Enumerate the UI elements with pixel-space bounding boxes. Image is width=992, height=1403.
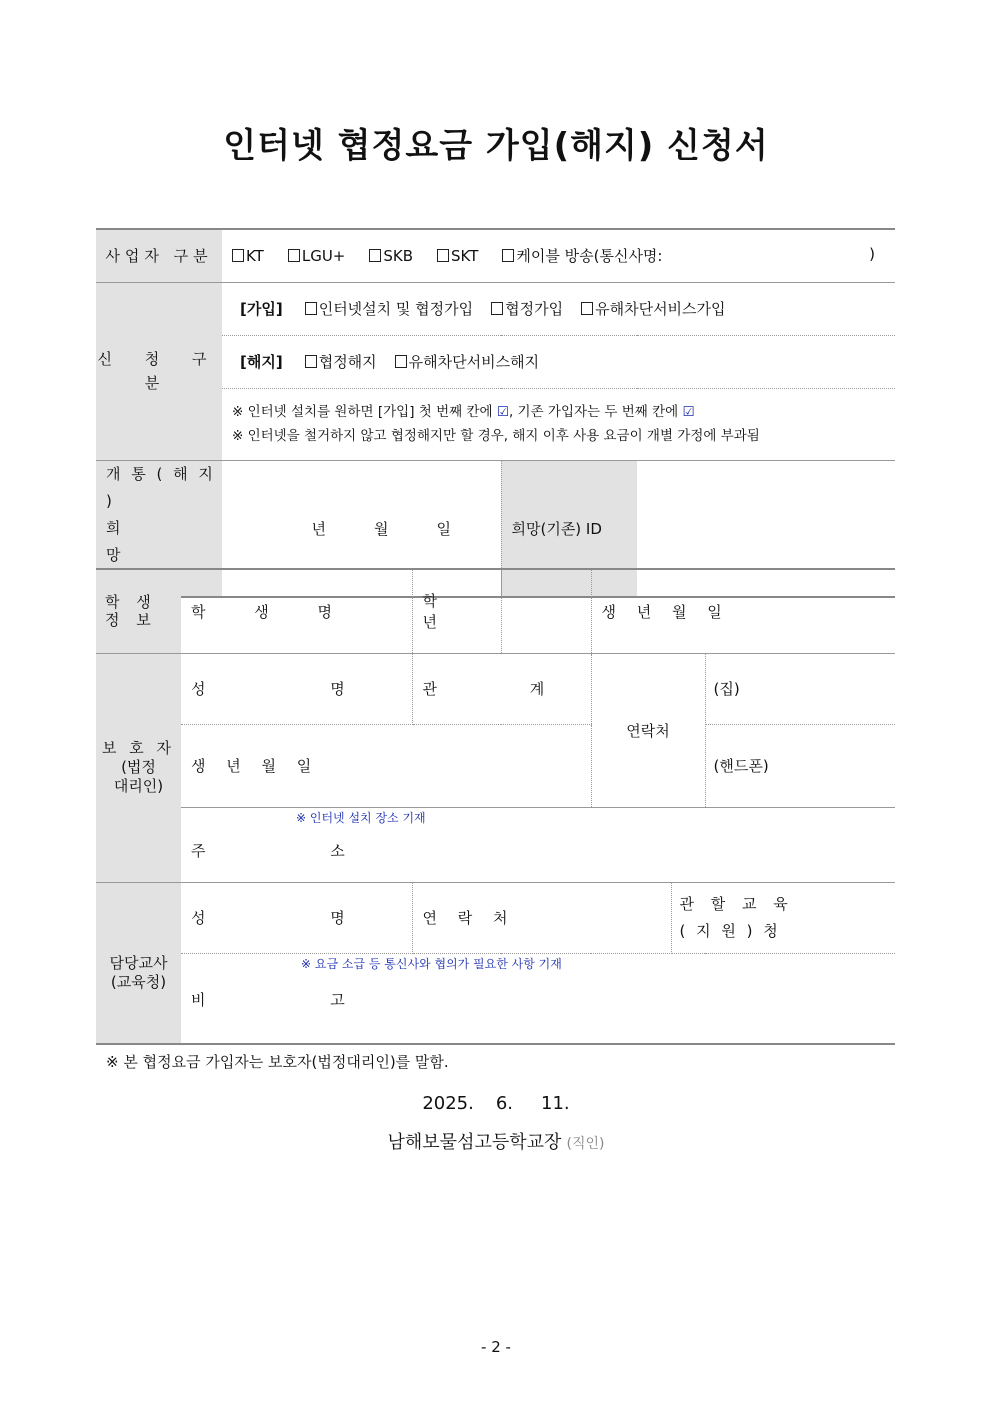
guardian-relation-cell[interactable]: 관 계	[412, 653, 591, 724]
remark-cell[interactable]: ※ 요금 소급 등 통신사와 협의가 필요한 사항 기재 비 고	[181, 953, 895, 1044]
teacher-office-cell[interactable]: 관 할 교 육 ( 지 원 ) 청	[671, 882, 895, 953]
checkbox-icon[interactable]	[437, 249, 449, 262]
join-tag: [가입]	[240, 300, 283, 318]
footer-note: ※ 본 협정요금 가입자는 보호자(법정대리인)를 말함.	[106, 1053, 449, 1071]
cancel-row	[222, 335, 895, 388]
carrier-option-cable[interactable]: 케이블 방송(통신사명:	[502, 247, 662, 265]
checkbox-icon[interactable]	[369, 249, 381, 262]
guardian-address-cell[interactable]: ※ 인터넷 설치 장소 기재 주 소	[181, 807, 895, 882]
checkbox-icon[interactable]	[305, 355, 317, 368]
student-section-label: 학 생 정 보	[96, 569, 181, 653]
teacher-name-cell[interactable]: 성 명	[181, 882, 412, 953]
date-field[interactable]: 년 월 일	[222, 460, 501, 597]
seal-mark: (직인)	[566, 1136, 605, 1152]
personal-info-table	[96, 568, 895, 1045]
application-table	[96, 228, 895, 598]
apply-label: 신 청 구 분	[96, 282, 222, 460]
cancel-tag: [해지]	[240, 353, 283, 371]
page-title: 인터넷 협정요금 가입(해지) 신청서	[223, 126, 769, 166]
signature-line	[0, 1128, 992, 1154]
issue-date: 2025. 6. 11.	[422, 1093, 570, 1114]
carrier-options	[222, 229, 895, 282]
student-birth-cell[interactable]: 생 년 월 일	[591, 569, 895, 653]
checked-box-icon: ☑	[496, 404, 509, 420]
guardian-birth-cell[interactable]: 생 년 월 일	[181, 724, 591, 807]
remark-note: ※ 요금 소급 등 통신사와 협의가 필요한 사항 기재	[301, 956, 562, 971]
student-grade-label: 학 년	[412, 569, 501, 653]
apply-note-2: ※ 인터넷을 철거하지 않고 협정해지만 할 경우, 해지 이후 사용 요금이 개별 가정에 부과됨	[232, 428, 760, 444]
guardian-mobile-phone[interactable]: (핸드폰)	[705, 724, 895, 807]
join-row	[222, 282, 895, 335]
school-name: 남해보물섬고등학교장	[387, 1132, 562, 1153]
student-grade-field[interactable]	[501, 569, 591, 653]
cancel-option-filter[interactable]: 유해차단서비스해지	[395, 353, 539, 371]
student-name-cell[interactable]: 학 생 명	[181, 569, 412, 653]
checked-box-icon: ☑	[682, 404, 695, 420]
guardian-name-cell[interactable]: 성 명	[181, 653, 412, 724]
guardian-contact-label: 연락처	[591, 653, 705, 807]
teacher-section-label: 담당교사 (교육청)	[96, 882, 181, 1044]
checkbox-icon[interactable]	[395, 355, 407, 368]
checkbox-icon[interactable]	[581, 302, 593, 315]
carrier-option-kt[interactable]: KT	[232, 247, 264, 265]
teacher-contact-cell[interactable]: 연 락 처	[412, 882, 671, 953]
apply-notes	[222, 388, 895, 460]
carrier-option-skt[interactable]: SKT	[437, 247, 478, 265]
carrier-label: 사업자 구분	[96, 229, 222, 282]
page-number: - 2 -	[481, 1338, 511, 1356]
cable-close-paren: )	[869, 245, 876, 264]
checkbox-icon[interactable]	[491, 302, 503, 315]
cancel-option-agreement[interactable]: 협정해지	[305, 353, 377, 371]
date-label: 개 통 ( 해 지 ) 희 망	[96, 460, 222, 597]
join-option-agreement[interactable]: 협정가입	[491, 300, 563, 318]
address-note: ※ 인터넷 설치 장소 기재	[296, 810, 426, 825]
join-option-install[interactable]: 인터넷설치 및 협정가입	[305, 300, 473, 318]
checkbox-icon[interactable]	[288, 249, 300, 262]
carrier-option-skb[interactable]: SKB	[369, 247, 413, 265]
carrier-option-lgu[interactable]: LGU+	[288, 247, 346, 265]
apply-note-1: ※ 인터넷 설치를 원하면 [가입] 첫 번째 칸에 ☑, 기존 가입자는 두 번째 칸에 ☑	[232, 404, 695, 420]
guardian-home-phone[interactable]: (집)	[705, 653, 895, 724]
checkbox-icon[interactable]	[232, 249, 244, 262]
join-option-filter[interactable]: 유해차단서비스가입	[581, 300, 725, 318]
checkbox-icon[interactable]	[502, 249, 514, 262]
guardian-section-label: 보 호 자 (법정 대리인)	[96, 653, 181, 882]
id-label: 희망(기존) ID	[501, 460, 637, 597]
checkbox-icon[interactable]	[305, 302, 317, 315]
